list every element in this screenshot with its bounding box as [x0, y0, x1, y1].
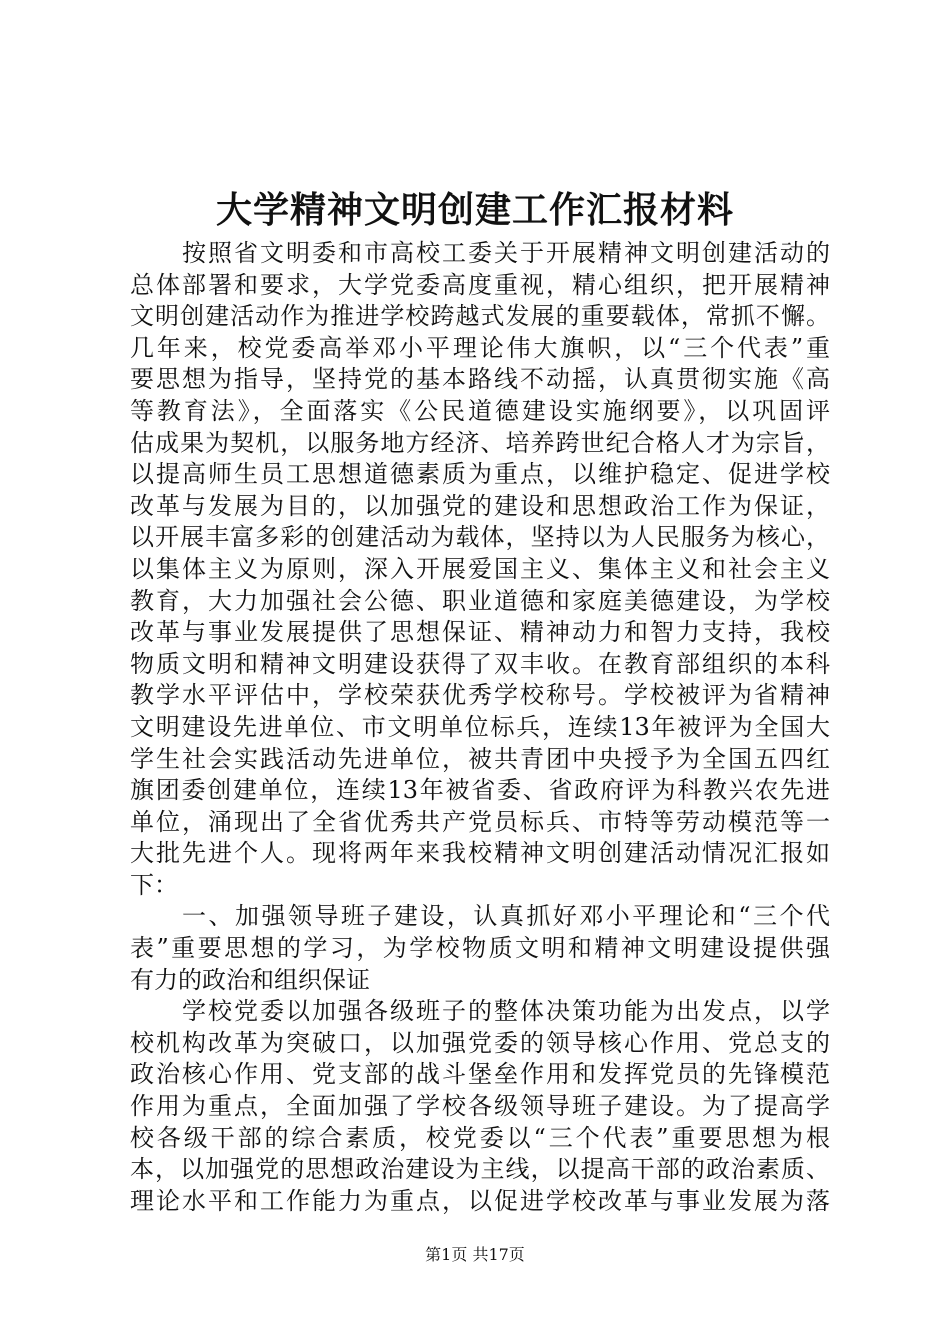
paragraph-line: 以集体主义为原则，深入开展爱国主义、集体主义和社会主义 [130, 554, 830, 583]
paragraph-line: 校机构改革为突破口，以加强党委的领导核心作用、党总支的 [130, 1028, 830, 1057]
page-number: 第1页 共17页 [425, 1245, 525, 1264]
paragraph-line: 单位，涌现出了全省优秀共产党员标兵、市特等劳动模范等一 [130, 807, 830, 836]
paragraph-line: 要思想为指导，坚持党的基本路线不动摇，认真贯彻实施《高 [130, 365, 830, 394]
paragraph-line: 文明创建活动作为推进学校跨越式发展的重要载体，常抓不懈。 [130, 302, 830, 331]
paragraph-line: 改革与发展为目的，以加强党的建设和思想政治工作为保证， [130, 491, 830, 520]
paragraph-line: 作用为重点，全面加强了学校各级领导班子建设。为了提高学 [130, 1092, 830, 1121]
paragraph-line: 以提高师生员工思想道德素质为重点，以维护稳定、促进学校 [130, 460, 830, 489]
paragraph-line: 校各级干部的综合素质，校党委以“三个代表”重要思想为根 [130, 1123, 830, 1152]
paragraph-line: 大批先进个人。现将两年来我校精神文明创建活动情况汇报如 [130, 839, 830, 868]
paragraph-line: 以开展丰富多彩的创建活动为载体，坚持以为人民服务为核心， [130, 523, 830, 552]
paragraph-line: 几年来，校党委高举邓小平理论伟大旗帜，以“三个代表”重 [130, 333, 830, 362]
paragraph-line: 理论水平和工作能力为重点，以促进学校改革与事业发展为落 [130, 1186, 830, 1215]
paragraph-line: 教育，大力加强社会公德、职业道德和家庭美德建设，为学校 [130, 586, 830, 615]
paragraph-line: 估成果为契机，以服务地方经济、培养跨世纪合格人才为宗旨， [130, 428, 830, 457]
paragraph-line: 物质文明和精神文明建设获得了双丰收。在教育部组织的本科 [130, 649, 830, 678]
section-heading-line: 一、加强领导班子建设，认真抓好邓小平理论和“三个代 [182, 902, 830, 931]
paragraph-line: 总体部署和要求，大学党委高度重视，精心组织，把开展精神 [130, 270, 830, 299]
paragraph-line: 学校党委以加强各级班子的整体决策功能为出发点，以学 [182, 997, 830, 1026]
section-heading-line: 有力的政治和组织保证 [130, 965, 370, 994]
section-heading-line: 表”重要思想的学习，为学校物质文明和精神文明建设提供强 [130, 934, 830, 963]
paragraph-line: 政治核心作用、党支部的战斗堡垒作用和发挥党员的先锋模范 [130, 1060, 830, 1089]
paragraph-line: 改革与事业发展提供了思想保证、精神动力和智力支持，我校 [130, 618, 830, 647]
paragraph-line: 旗团委创建单位，连续13年被省委、省政府评为科教兴农先进 [130, 776, 830, 805]
paragraph-line: 本，以加强党的思想政治建设为主线，以提高干部的政治素质、 [130, 1155, 830, 1184]
document-title: 大学精神文明创建工作汇报材料 [215, 189, 734, 231]
paragraph-line: 教学水平评估中，学校荣获优秀学校称号。学校被评为省精神 [130, 681, 830, 710]
paragraph-line: 文明建设先进单位、市文明单位标兵，连续13年被评为全国大 [130, 712, 830, 741]
paragraph-line: 学生社会实践活动先进单位，被共青团中央授予为全国五四红 [130, 744, 830, 773]
paragraph-line: 等教育法》，全面落实《公民道德建设实施纲要》，以巩固评 [130, 396, 830, 425]
paragraph-line: 下： [130, 870, 178, 899]
document-body [130, 238, 830, 1217]
paragraph-line: 按照省文明委和市高校工委关于开展精神文明创建活动的 [182, 239, 830, 267]
